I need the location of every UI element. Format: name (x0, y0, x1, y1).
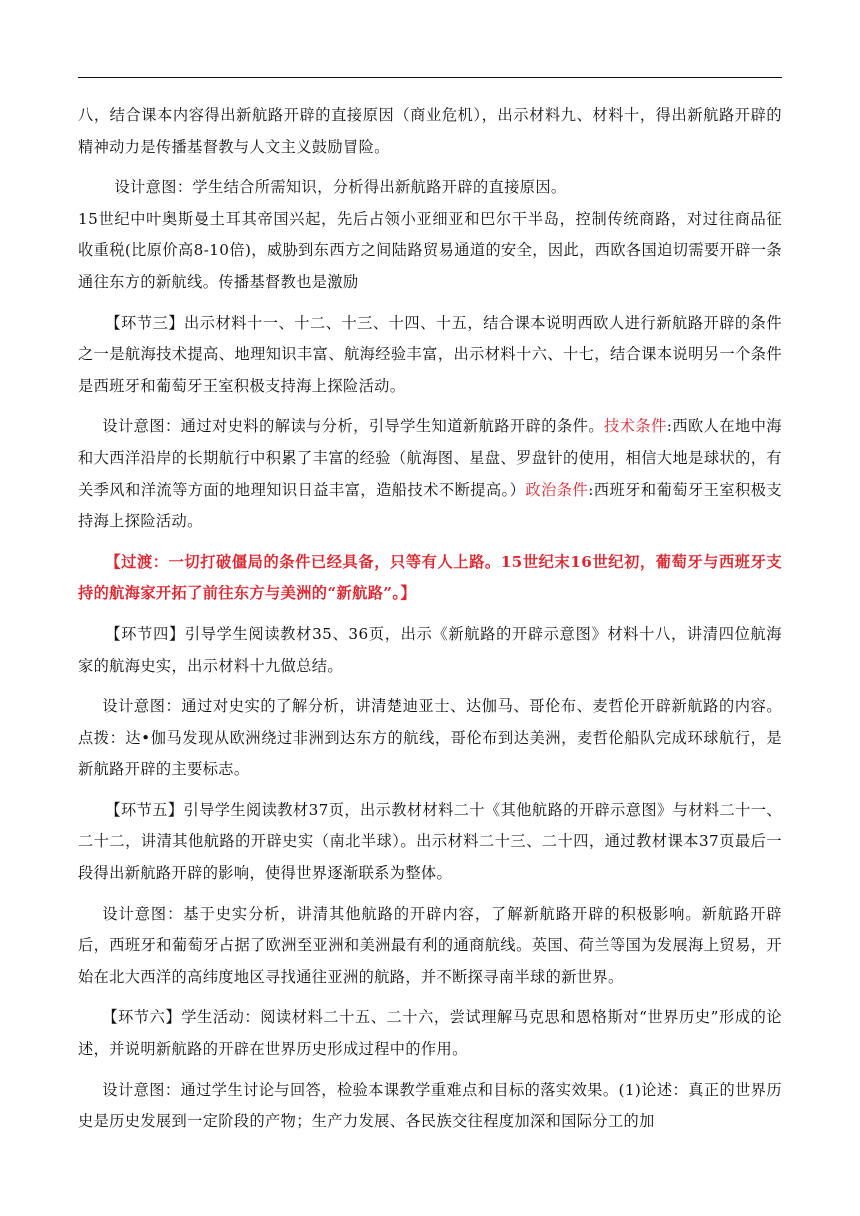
section-6: 【环节六】学生活动：阅读材料二十五、二十六，尝试理解马克思和恩格斯对“世界历史”形成的论述，并说明新航路的开辟在世界历史形成过程中的作用。 (78, 1008, 782, 1059)
section-4: 【环节四】引导学生阅读教材35、36页，出示《新航路的开辟示意图》材料十八，讲清四位航海家的航海史实，出示材料十九做总结。 (78, 624, 782, 675)
design-intent-conditions (78, 411, 782, 537)
paragraph-direct-cause: 15世纪中叶奥斯曼土耳其帝国兴起，先后占领小亚细亚和巴尔干半岛，控制传统商路，对过往商品征收重税(比原价高8-10倍)，威胁到东西方之间陆路贸易通道的安全，因此，西欧各国迫切需要开辟一条通往东方的新航线。传播基督教也是激励 (78, 209, 782, 291)
design-intent-navigators: 设计意图：通过对史实的了解分析，讲清楚迪亚士、达伽马、哥伦布、麦哲伦开辟新航路的内容。点拨：达•伽马发现从欧洲绕过非洲到达东方的航线，哥伦布到达美洲，麦哲伦船队完成环球航行，是新航路开辟的主要标志。 (78, 697, 782, 779)
design-intent-other-routes: 设计意图：基于史实分析，讲清其他航路的开辟内容，了解新航路开辟的积极影响。新航路开辟后，西班牙和葡萄牙占据了欧洲至亚洲和美洲最有利的通商航线。英国、荷兰等国为发展海上贸易，开始在北大西洋的高纬度地区寻找通往亚洲的航路，并不断探寻南半球的新世界。 (78, 904, 782, 986)
design-intent-conditions-intro: 设计意图：通过对史料的解读与分析，引导学生知道新航路开辟的条件。 (102, 417, 604, 436)
section-3: 【环节三】出示材料十一、十二、十三、十四、十五，结合课本说明西欧人进行新航路开辟的条件之一是航海技术提高、地理知识丰富、航海经验丰富，出示材料十六、十七，结合课本说明另一个条件是西班牙和葡萄牙王室积极支持海上探险活动。 (78, 313, 782, 395)
paragraph-1: 八，结合课本内容得出新航路开辟的直接原因（商业危机），出示材料九、材料十，得出新航路开辟的精神动力是传播基督教与人文主义鼓励冒险。 (78, 106, 782, 156)
tech-condition-text: :西欧人在地中海和大西洋沿岸的长期航行中积累了丰富的经验（航海图、星盘、罗盘针的使用，相信大地是球状的，有关季风和洋流等方面的地理知识日益丰富，造船技术不断提高。） (78, 417, 782, 499)
header-rule (78, 77, 782, 78)
design-intent-1: 设计意图：学生结合所需知识，分析得出新航路开辟的直接原因。 (114, 178, 567, 197)
transition-paragraph: 【过渡：一切打破僵局的条件已经具备，只等有人上路。15世纪末16世纪初，葡萄牙与西班牙支持的航海家开拓了前往东方与美洲的“新航路”。】 (78, 552, 782, 603)
tech-condition-label: 技术条件 (604, 417, 667, 436)
political-condition-label: 政治条件 (525, 480, 589, 499)
political-condition-text: :西班牙和葡萄牙王室积极支持海上探险活动。 (78, 480, 782, 531)
section-5: 【环节五】引导学生阅读教材37页，出示教材材料二十《其他航路的开辟示意图》与材料二十一、二十二，讲清其他航路的开辟史实（南北半球）。出示材料二十三、二十四，通过教材课本37页最后一段得出新航路开辟的影响，使得世界逐渐联系为整体。 (78, 800, 782, 883)
document-body (78, 100, 782, 1138)
design-intent-world-history: 设计意图：通过学生讨论与回答，检验本课教学重难点和目标的落实效果。(1)论述：真正的世界历史是历史发展到一定阶段的产物；生产力发展、各民族交往程度加深和国际分工的加 (78, 1080, 782, 1131)
